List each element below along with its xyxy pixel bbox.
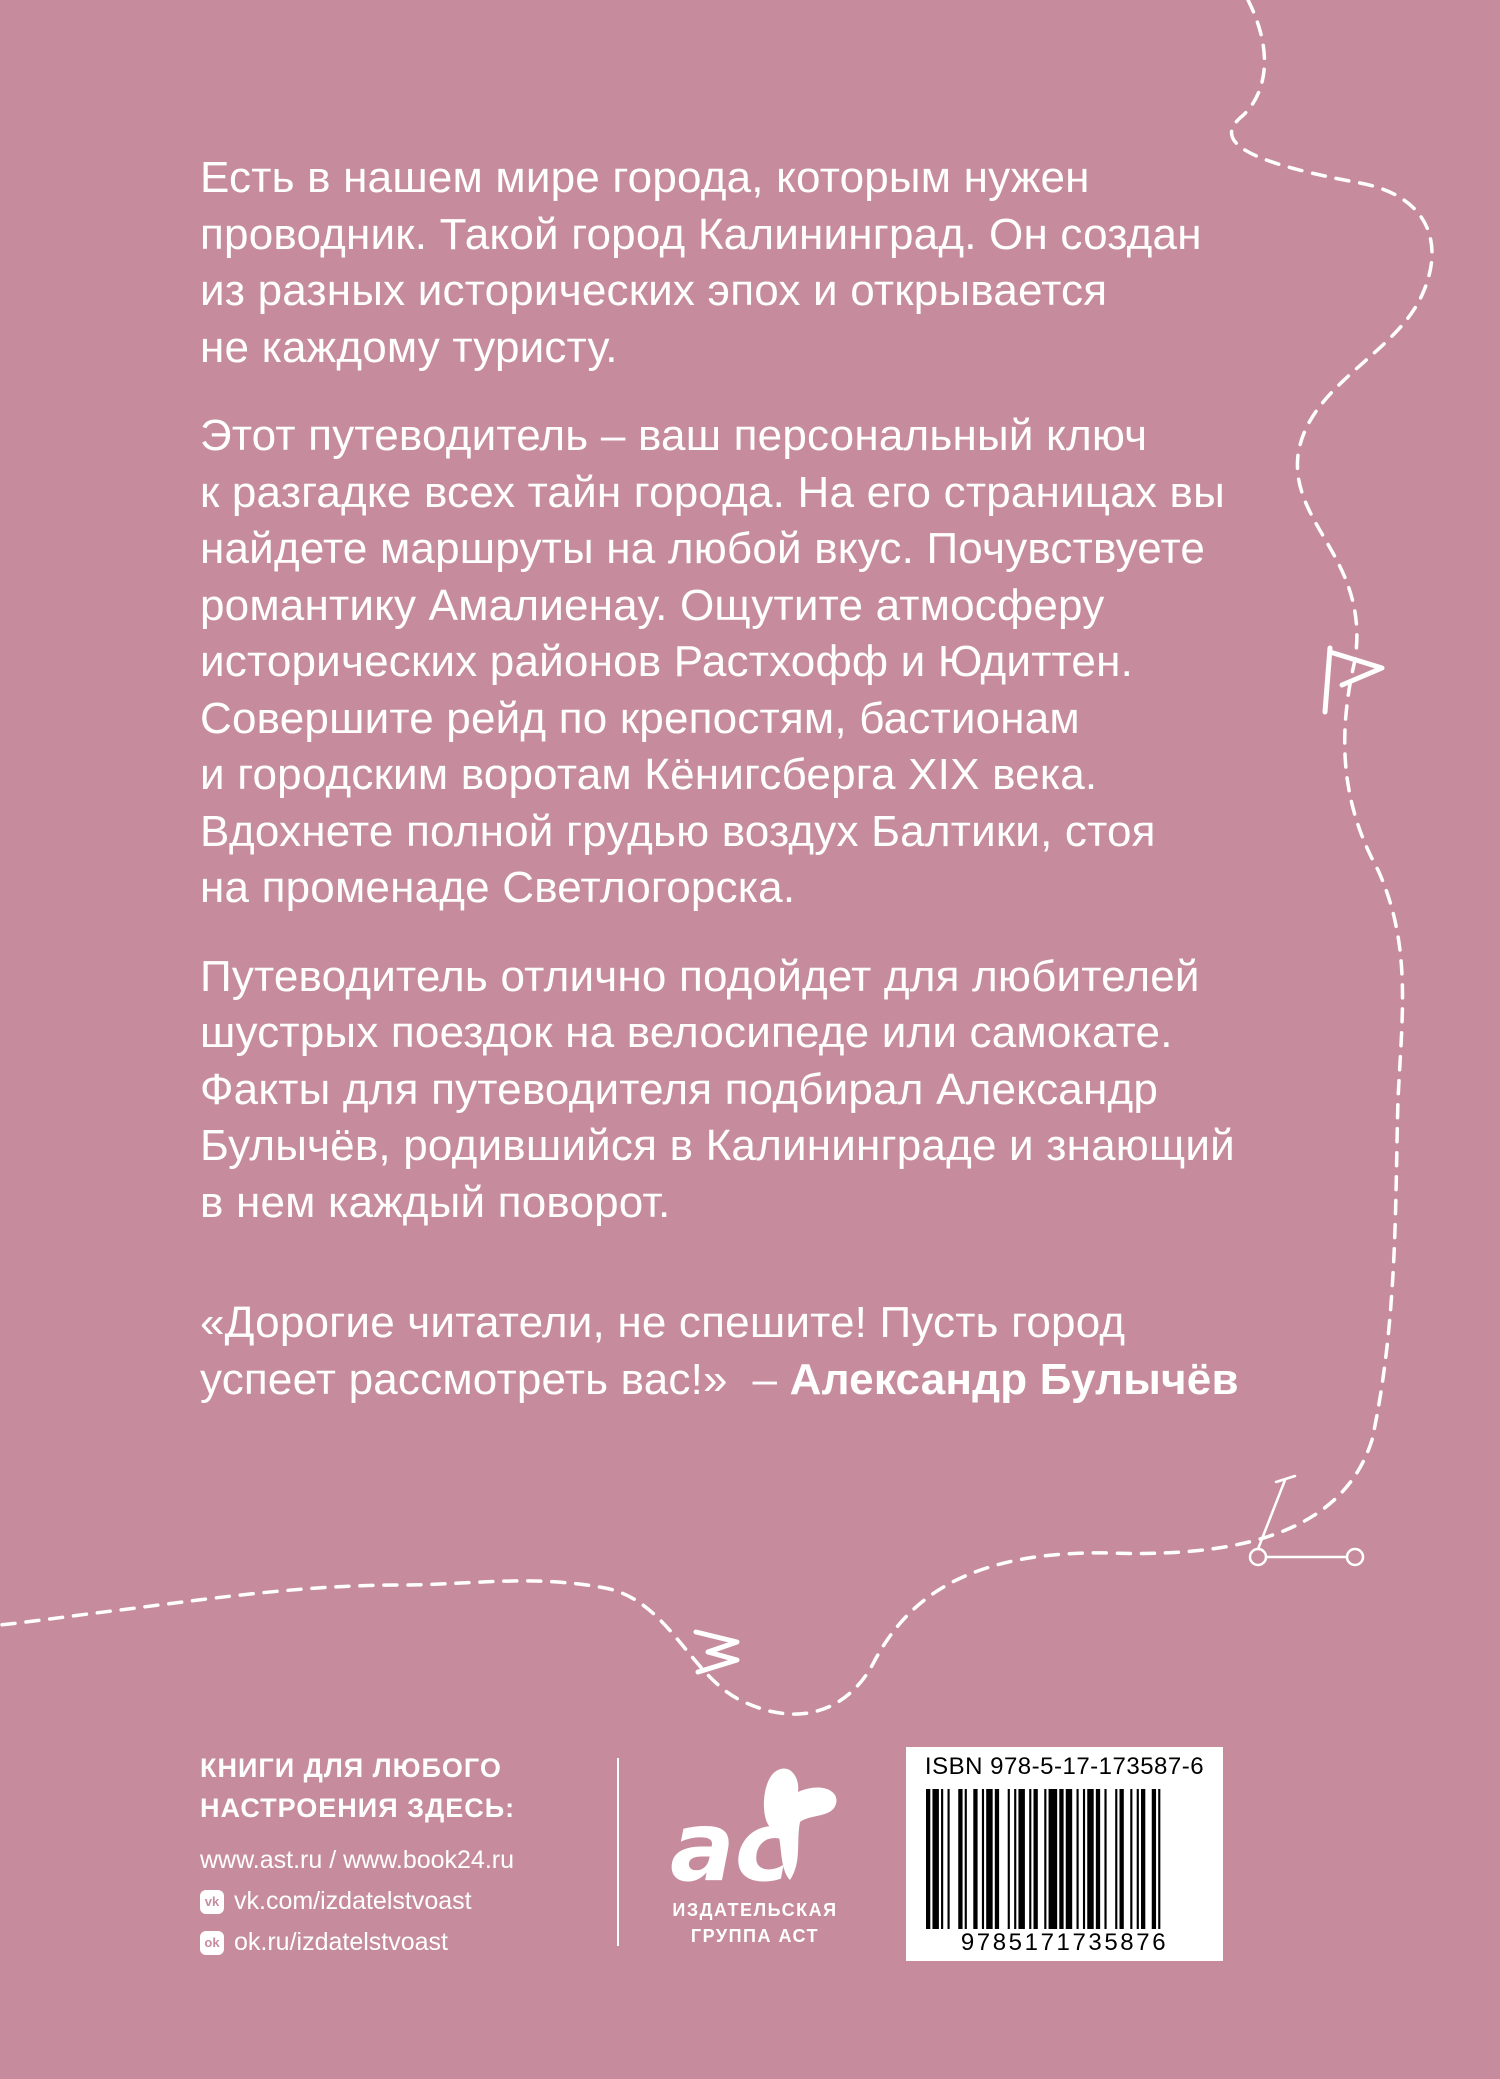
promo-line-2: НАСТРОЕНИЯ ЗДЕСЬ: <box>200 1793 516 1823</box>
publisher-logo-block <box>650 1752 860 1946</box>
barcode-bar <box>1083 1789 1085 1939</box>
website-link[interactable] <box>200 1840 640 1881</box>
number-3-glyph <box>696 1632 737 1672</box>
publisher-name-line-2: ГРУППА АСТ <box>690 1926 820 1946</box>
isbn-barcode <box>906 1747 1223 1961</box>
barcode-bar <box>1152 1789 1156 1939</box>
intro-paragraph: Есть в нашем мире города, которым нужен проводник. Такой город Калининград. Он создан из разных исторических эпох и открывается не каждому туристу. <box>200 153 1202 372</box>
barcode-bar <box>1096 1789 1100 1939</box>
footer-divider <box>617 1758 619 1946</box>
guide-description-paragraph: Этот путеводитель – ваш персональный ключ к разгадке всех тайн города. На его страницах вы найдете маршруты на любой вкус. Почувствуете романтику Амалиенау. Ощутите атмосферу исторических районов Растхофф и Юдиттен. Совершите рейд по крепостям, бастионам и городским воротам Кёнигсберга XIX века. Вдохнете полной грудью воздух Балтики, стоя на променаде Светлогорска. <box>200 411 1225 912</box>
author-quote <box>200 1295 1360 1408</box>
barcode-digits: 9785171735876 <box>910 1929 1219 1957</box>
barcode-bar <box>986 1789 992 1939</box>
barcode-bar <box>1029 1789 1031 1939</box>
ast-logo <box>650 1752 860 1892</box>
publisher-name <box>650 1897 860 1949</box>
promo-heading <box>200 1748 640 1828</box>
barcode-bar <box>1087 1789 1093 1939</box>
barcode-bar <box>982 1789 984 1939</box>
quote-text: «Дорогие читатели, не спешите! Пусть город успеет рассмотреть вас!» <box>200 1298 1126 1404</box>
barcode-bar <box>1049 1789 1058 1939</box>
barcode-bar <box>1104 1789 1106 1939</box>
barcode-bar <box>1158 1789 1160 1939</box>
barcode-bar <box>1141 1789 1145 1939</box>
vk-link-text[interactable]: vk.com/izdatelstvoast <box>234 1887 472 1915</box>
ok-link-text[interactable]: ok.ru/izdatelstvoast <box>234 1928 448 1956</box>
quote-author: Александр Булычёв <box>789 1354 1239 1404</box>
isbn-label: ISBN 978-5-17-173587-6 <box>924 1753 1205 1780</box>
barcode-bar <box>958 1789 962 1939</box>
barcode-bar <box>941 1789 943 1939</box>
barcode-bar <box>1018 1789 1024 1939</box>
website-text[interactable]: www.ast.ru / www.book24.ru <box>200 1846 515 1874</box>
ast-logo-letters: ac <box>670 1791 792 1892</box>
barcode-bar <box>1137 1789 1139 1939</box>
barcode-bar <box>973 1789 977 1939</box>
barcode-bar <box>1120 1789 1124 1939</box>
barcode-bar <box>1034 1789 1038 1939</box>
barcode-bars <box>926 1789 1203 1939</box>
barcode-bar <box>1077 1789 1079 1939</box>
barcode-bar <box>1044 1789 1046 1939</box>
back-cover-text <box>200 150 1360 1440</box>
barcode-bar <box>1130 1789 1132 1939</box>
barcode-bar <box>948 1789 950 1939</box>
footer-links <box>200 1748 640 1963</box>
barcode-bar <box>1066 1789 1072 1939</box>
barcode-bar <box>995 1789 999 1939</box>
quote-dash: – <box>727 1354 790 1404</box>
ok-icon: ok <box>200 1931 224 1955</box>
barcode-bar <box>926 1789 930 1939</box>
promo-line-1: КНИГИ ДЛЯ ЛЮБОГО <box>200 1753 502 1783</box>
barcode-bar <box>1115 1789 1117 1939</box>
barcode-bar <box>965 1789 967 1939</box>
barcode-bar <box>1014 1789 1016 1939</box>
author-paragraph: Путеводитель отлично подойдет для любителей шустрых поездок на велосипеде или самокате. Факты для путеводителя подбирал Александр Булычёв, родившийся в Калининграде и знающий в нем каждый поворот. <box>200 951 1235 1227</box>
ok-link[interactable] <box>200 1922 640 1963</box>
vk-icon: vk <box>200 1890 224 1914</box>
barcode-bar <box>1059 1789 1063 1939</box>
barcode-bar <box>932 1789 938 1939</box>
barcode-bar <box>1008 1789 1010 1939</box>
publisher-name-line-1: ИЗДАТЕЛЬСКАЯ <box>672 1900 838 1920</box>
vk-link[interactable] <box>200 1881 640 1922</box>
